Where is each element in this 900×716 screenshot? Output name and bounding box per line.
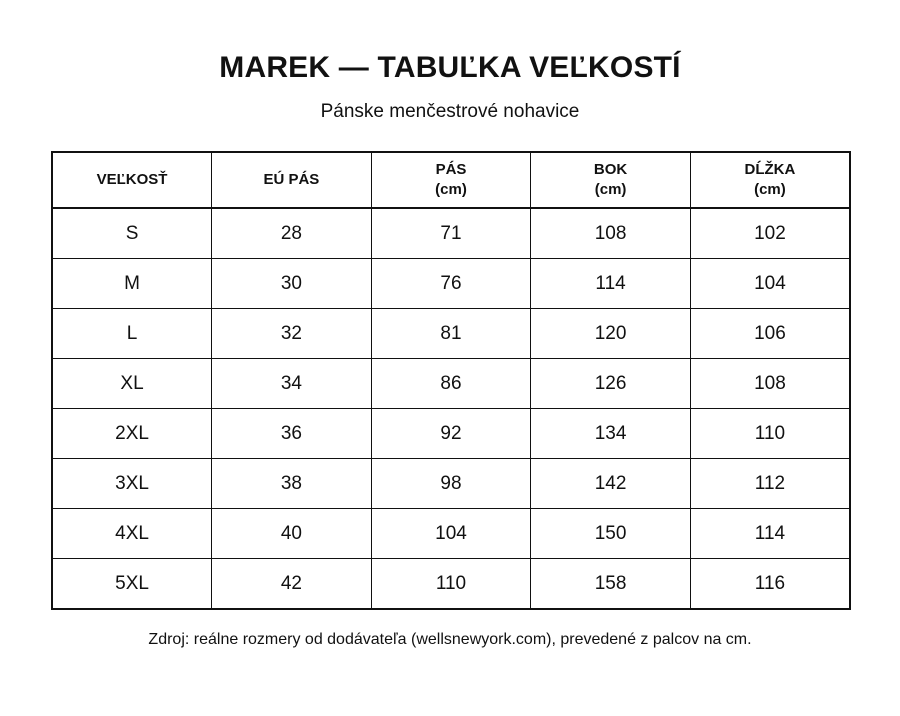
cell-eu-waist: 30 [212, 259, 372, 309]
cell-length: 112 [690, 459, 850, 509]
header-size [52, 152, 212, 208]
header-unit: (cm) [594, 181, 627, 198]
header-label: DĹŽKA [744, 161, 796, 178]
cell-hip: 158 [531, 559, 691, 610]
cell-waist: 110 [371, 559, 531, 610]
cell-waist: 76 [371, 259, 531, 309]
header-label: PÁS [435, 161, 467, 178]
cell-hip: 120 [531, 309, 691, 359]
table-header-row [52, 152, 850, 208]
header-waist [371, 152, 531, 208]
table-row [52, 409, 850, 459]
table-row [52, 559, 850, 610]
page-subtitle: Pánske menčestrové nohavice [320, 101, 580, 122]
cell-eu-waist: 34 [212, 359, 372, 409]
cell-hip: 108 [531, 208, 691, 259]
header-label: VEĽKOSŤ [96, 171, 168, 188]
table-row [52, 459, 850, 509]
cell-eu-waist: 40 [212, 509, 372, 559]
header-hip [531, 152, 691, 208]
cell-waist: 86 [371, 359, 531, 409]
cell-length: 106 [690, 309, 850, 359]
cell-waist: 92 [371, 409, 531, 459]
cell-hip: 114 [531, 259, 691, 309]
table-row [52, 259, 850, 309]
cell-hip: 126 [531, 359, 691, 409]
table-row [52, 208, 850, 259]
cell-size: M [52, 259, 212, 309]
cell-hip: 134 [531, 409, 691, 459]
cell-length: 102 [690, 208, 850, 259]
cell-waist: 104 [371, 509, 531, 559]
cell-eu-waist: 42 [212, 559, 372, 610]
cell-size: 2XL [52, 409, 212, 459]
cell-waist: 71 [371, 208, 531, 259]
header-unit: (cm) [435, 181, 467, 198]
table-body [52, 208, 850, 609]
cell-hip: 142 [531, 459, 691, 509]
header-eu-waist [212, 152, 372, 208]
cell-eu-waist: 38 [212, 459, 372, 509]
header-unit: (cm) [754, 181, 786, 198]
cell-size: 3XL [52, 459, 212, 509]
page-title: MAREK — TABUĽKA VEĽKOSTÍ [219, 51, 681, 84]
cell-waist: 81 [371, 309, 531, 359]
cell-eu-waist: 28 [212, 208, 372, 259]
cell-waist: 98 [371, 459, 531, 509]
source-note: Zdroj: reálne rozmery od dodávateľa (wellsnewyork.com), prevedené z palcov na cm. [148, 631, 752, 648]
cell-hip: 150 [531, 509, 691, 559]
cell-length: 104 [690, 259, 850, 309]
header-label: BOK [593, 161, 628, 178]
table-row [52, 509, 850, 559]
cell-eu-waist: 36 [212, 409, 372, 459]
table-row [52, 309, 850, 359]
cell-length: 116 [690, 559, 850, 610]
cell-size: L [52, 309, 212, 359]
table-row [52, 359, 850, 409]
cell-length: 114 [690, 509, 850, 559]
header-label: EÚ PÁS [263, 171, 320, 188]
header-length [690, 152, 850, 208]
cell-length: 110 [690, 409, 850, 459]
cell-eu-waist: 32 [212, 309, 372, 359]
cell-size: S [52, 208, 212, 259]
cell-length: 108 [690, 359, 850, 409]
size-table [51, 151, 851, 610]
cell-size: XL [52, 359, 212, 409]
cell-size: 4XL [52, 509, 212, 559]
cell-size: 5XL [52, 559, 212, 610]
